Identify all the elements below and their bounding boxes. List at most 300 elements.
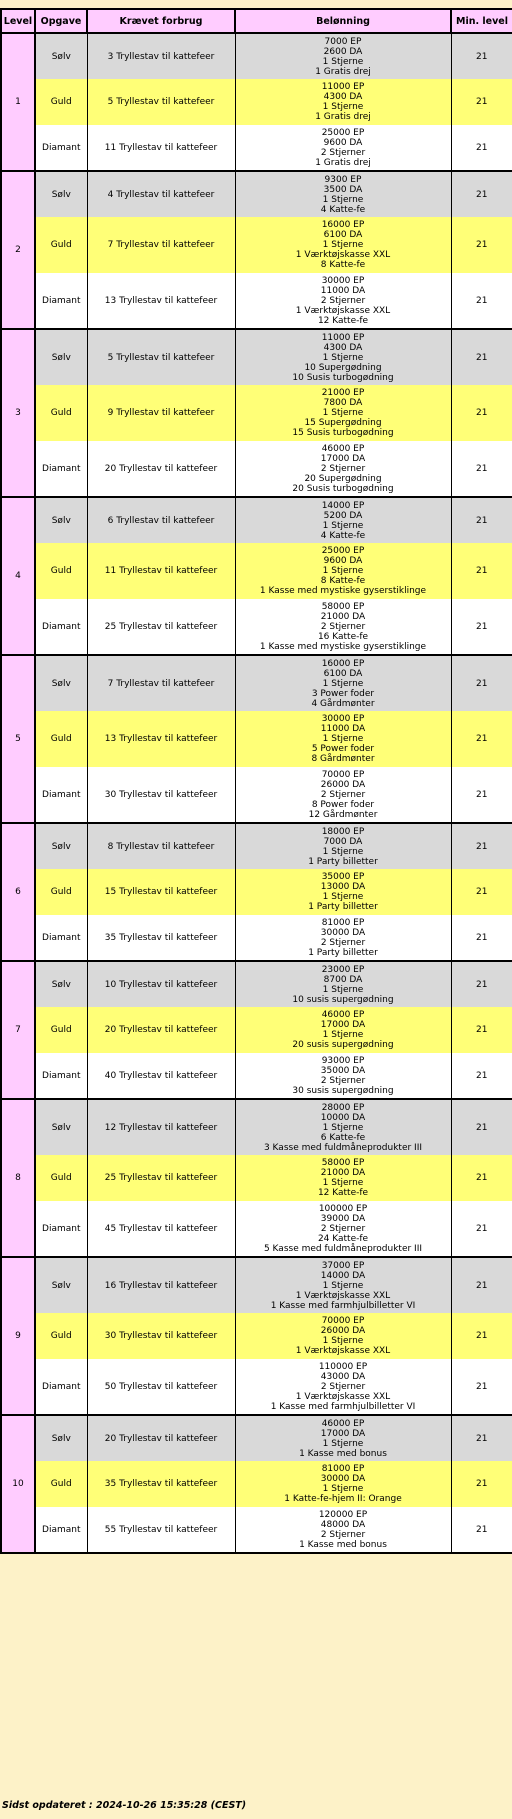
required-cell: 10 Tryllestav til kattefeer (87, 961, 235, 1007)
reward-cell (235, 961, 451, 1007)
table-row (1, 1415, 512, 1461)
task-cell: Diamant (35, 1201, 87, 1257)
reward-line: 30000 DA (320, 1474, 366, 1484)
min-level-cell: 21 (451, 711, 512, 767)
reward-line: 37000 EP (321, 1260, 365, 1271)
table-row (1, 711, 512, 767)
table-row (1, 543, 512, 599)
reward-line: 1 Stjerne (322, 984, 364, 995)
reward-line: 28000 EP (321, 1102, 365, 1113)
required-cell: 20 Tryllestav til kattefeer (87, 441, 235, 497)
reward-cell (235, 711, 451, 767)
reward-line: 4 Katte-fe (320, 204, 366, 215)
reward-line: 1 Party billetter (308, 902, 378, 912)
level-cell: 10 (1, 1415, 35, 1553)
reward-line: 10 susis supergødning (292, 994, 394, 1005)
reward-line: 1 Værktøjskasse XXL (295, 1391, 391, 1402)
reward-line: 1 Party billetter (308, 856, 378, 867)
reward-line: 21000 DA (320, 1168, 366, 1178)
task-cell: Sølv (35, 1415, 87, 1461)
min-level-cell: 21 (451, 125, 512, 171)
reward-line: 1 Party billetter (308, 947, 378, 958)
reward-line: 1 Kasse med farmhjulbilletter VI (270, 1401, 416, 1412)
required-cell: 40 Tryllestav til kattefeer (87, 1053, 235, 1099)
reward-line: 7000 EP (324, 36, 362, 47)
reward-line: 20 Susis turbogødning (292, 483, 394, 494)
required-cell: 25 Tryllestav til kattefeer (87, 599, 235, 655)
table-row (1, 1007, 512, 1053)
reward-line: 8700 DA (323, 974, 363, 985)
required-cell: 8 Tryllestav til kattefeer (87, 823, 235, 869)
reward-line: 1 Stjerne (322, 846, 364, 857)
reward-line: 2 Stjerner (320, 1381, 366, 1392)
min-level-cell: 21 (451, 1201, 512, 1257)
reward-line: 1 Stjerne (322, 1122, 364, 1133)
min-level-cell: 21 (451, 273, 512, 329)
min-level-cell: 21 (451, 441, 512, 497)
task-cell: Guld (35, 217, 87, 273)
reward-line: 1 Kasse med mystiske gyserstiklinge (259, 641, 427, 652)
reward-line: 21000 EP (321, 388, 365, 398)
reward-line: 1 Katte-fe-hjem II: Orange (284, 1494, 402, 1504)
reward-line: 1 Stjerne (322, 734, 364, 744)
min-level-cell: 21 (451, 497, 512, 543)
reward-cell (235, 915, 451, 961)
table-row (1, 869, 512, 915)
required-cell: 50 Tryllestav til kattefeer (87, 1359, 235, 1415)
table-row (1, 1201, 512, 1257)
header-level: Level (1, 9, 35, 33)
table-row (1, 441, 512, 497)
table-row (1, 273, 512, 329)
task-cell: Guld (35, 543, 87, 599)
reward-line: 15 Susis turbogødning (292, 428, 394, 438)
task-cell: Guld (35, 711, 87, 767)
min-level-cell: 21 (451, 79, 512, 125)
task-cell: Sølv (35, 1257, 87, 1313)
reward-line: 46000 EP (321, 443, 365, 454)
reward-line: 18000 EP (321, 826, 365, 837)
reward-cell (235, 655, 451, 711)
reward-cell (235, 171, 451, 217)
reward-line: 2 Stjerner (320, 1529, 366, 1540)
reward-line: 6 Katte-fe (320, 1132, 366, 1143)
reward-line: 5 Kasse med fuldmåneprodukter III (263, 1243, 423, 1254)
table-row (1, 1257, 512, 1313)
reward-line: 1 Gratis drej (315, 112, 371, 122)
reward-line: 1 Stjerne (322, 102, 364, 112)
reward-line: 1 Stjerne (322, 194, 364, 205)
reward-cell (235, 1415, 451, 1461)
header-task: Opgave (35, 9, 87, 33)
reward-line: 35000 EP (321, 872, 365, 882)
header-min-level: Min. level (451, 9, 512, 33)
task-cell: Sølv (35, 497, 87, 543)
level-cell: 1 (1, 33, 35, 171)
required-cell: 35 Tryllestav til kattefeer (87, 915, 235, 961)
level-cell: 7 (1, 961, 35, 1099)
reward-cell (235, 1099, 451, 1155)
reward-line: 23000 EP (321, 964, 365, 975)
required-cell: 20 Tryllestav til kattefeer (87, 1415, 235, 1461)
min-level-cell: 21 (451, 915, 512, 961)
reward-line: 1 Kasse med bonus (299, 1539, 387, 1550)
level-cell: 4 (1, 497, 35, 655)
reward-line: 46000 EP (321, 1010, 365, 1020)
level-cell: 9 (1, 1257, 35, 1415)
reward-line: 2600 DA (323, 46, 363, 57)
reward-line: 14000 DA (320, 1270, 366, 1281)
reward-cell (235, 823, 451, 869)
reward-line: 7000 DA (323, 836, 363, 847)
required-cell: 5 Tryllestav til kattefeer (87, 329, 235, 385)
required-cell: 9 Tryllestav til kattefeer (87, 385, 235, 441)
min-level-cell: 21 (451, 1415, 512, 1461)
task-cell: Sølv (35, 961, 87, 1007)
reward-cell (235, 125, 451, 171)
reward-line: 25000 EP (321, 546, 365, 556)
reward-cell (235, 1461, 451, 1507)
reward-line: 1 Kasse med farmhjulbilletter VI (270, 1300, 416, 1311)
min-level-cell: 21 (451, 1461, 512, 1507)
reward-line: 2 Stjerner (320, 937, 366, 948)
task-cell: Diamant (35, 273, 87, 329)
reward-line: 1 Stjerne (322, 408, 364, 418)
reward-line: 21000 DA (320, 611, 366, 622)
reward-line: 2 Stjerner (320, 621, 366, 632)
reward-line: 3 Power foder (311, 688, 375, 699)
reward-line: 26000 DA (320, 779, 366, 790)
task-cell: Guld (35, 1155, 87, 1201)
table-row (1, 497, 512, 543)
required-cell: 11 Tryllestav til kattefeer (87, 125, 235, 171)
reward-line: 70000 EP (321, 769, 365, 780)
reward-line: 12 Katte-fe (317, 1188, 369, 1198)
min-level-cell: 21 (451, 1257, 512, 1313)
reward-line: 24 Katte-fe (317, 1233, 369, 1244)
min-level-cell: 21 (451, 1313, 512, 1359)
reward-line: 1 Stjerne (322, 240, 364, 250)
reward-cell (235, 869, 451, 915)
table-row (1, 217, 512, 273)
required-cell: 12 Tryllestav til kattefeer (87, 1099, 235, 1155)
header-required: Krævet forbrug (87, 9, 235, 33)
reward-line: 20 susis supergødning (292, 1040, 394, 1050)
reward-cell (235, 217, 451, 273)
reward-line: 70000 EP (321, 1316, 365, 1326)
reward-line: 10 Susis turbogødning (292, 372, 394, 383)
reward-line: 20 Supergødning (304, 473, 382, 484)
table-row (1, 1155, 512, 1201)
reward-line: 1 Værktøjskasse XXL (295, 1290, 391, 1301)
required-cell: 20 Tryllestav til kattefeer (87, 1007, 235, 1053)
reward-line: 12 Gårdmønter (308, 809, 378, 820)
table-row (1, 599, 512, 655)
reward-line: 1 Værktøjskasse XXL (295, 1346, 391, 1356)
required-cell: 16 Tryllestav til kattefeer (87, 1257, 235, 1313)
task-cell: Sølv (35, 33, 87, 79)
reward-line: 4 Katte-fe (320, 530, 366, 541)
reward-line: 58000 EP (321, 601, 365, 612)
reward-line: 1 Stjerne (322, 566, 364, 576)
min-level-cell: 21 (451, 1099, 512, 1155)
min-level-cell: 21 (451, 823, 512, 869)
task-cell: Diamant (35, 1053, 87, 1099)
table-row (1, 1359, 512, 1415)
min-level-cell: 21 (451, 655, 512, 711)
reward-line: 93000 EP (321, 1055, 365, 1066)
reward-cell (235, 273, 451, 329)
reward-line: 16 Katte-fe (317, 631, 369, 642)
reward-line: 43000 DA (320, 1371, 366, 1382)
required-cell: 55 Tryllestav til kattefeer (87, 1507, 235, 1553)
reward-line: 12 Katte-fe (317, 315, 369, 326)
reward-cell (235, 441, 451, 497)
task-cell: Guld (35, 385, 87, 441)
min-level-cell: 21 (451, 217, 512, 273)
reward-line: 1 Kasse med mystiske gyserstiklinge (259, 586, 427, 596)
table-row (1, 33, 512, 79)
level-cell: 3 (1, 329, 35, 497)
table-row (1, 1099, 512, 1155)
required-cell: 30 Tryllestav til kattefeer (87, 1313, 235, 1359)
reward-line: 4300 DA (323, 92, 363, 102)
reward-line: 30000 DA (320, 927, 366, 938)
reward-line: 25000 EP (321, 127, 365, 138)
min-level-cell: 21 (451, 869, 512, 915)
min-level-cell: 21 (451, 1007, 512, 1053)
required-cell: 7 Tryllestav til kattefeer (87, 217, 235, 273)
reward-line: 11000 EP (321, 82, 365, 92)
task-cell: Diamant (35, 441, 87, 497)
reward-line: 2 Stjerner (320, 789, 366, 800)
reward-line: 1 Gratis drej (315, 157, 371, 168)
reward-line: 8 Gårdmønter (311, 754, 375, 764)
reward-line: 10 Supergødning (304, 362, 382, 373)
reward-line: 120000 EP (318, 1509, 368, 1520)
table-row (1, 1053, 512, 1099)
reward-line: 4300 DA (323, 342, 363, 353)
reward-line: 16000 EP (321, 658, 365, 669)
reward-line: 1 Stjerne (322, 520, 364, 531)
reward-cell (235, 1257, 451, 1313)
reward-line: 1 Kasse med bonus (299, 1448, 387, 1459)
task-cell: Sølv (35, 1099, 87, 1155)
reward-line: 1 Værktøjskasse XXL (295, 305, 391, 316)
task-cell: Diamant (35, 125, 87, 171)
reward-line: 1 Stjerne (322, 1178, 364, 1188)
reward-line: 1 Stjerne (322, 56, 364, 67)
table-row (1, 385, 512, 441)
reward-line: 9600 DA (323, 556, 363, 566)
reward-line: 10000 DA (320, 1112, 366, 1123)
reward-line: 26000 DA (320, 1326, 366, 1336)
table-row (1, 1313, 512, 1359)
level-cell: 5 (1, 655, 35, 823)
reward-line: 11000 DA (320, 285, 366, 296)
reward-line: 3500 DA (323, 184, 363, 195)
reward-line: 30 susis supergødning (292, 1085, 394, 1096)
task-cell: Sølv (35, 655, 87, 711)
reward-cell (235, 1053, 451, 1099)
required-cell: 7 Tryllestav til kattefeer (87, 655, 235, 711)
min-level-cell: 21 (451, 385, 512, 441)
reward-line: 81000 EP (321, 1464, 365, 1474)
reward-line: 7800 DA (323, 398, 363, 408)
reward-line: 1 Værktøjskasse XXL (295, 250, 391, 260)
table-row (1, 125, 512, 171)
reward-line: 8 Katte-fe (320, 260, 366, 270)
table-row (1, 915, 512, 961)
required-cell: 5 Tryllestav til kattefeer (87, 79, 235, 125)
reward-line: 17000 DA (320, 1428, 366, 1439)
reward-cell (235, 497, 451, 543)
reward-cell (235, 1155, 451, 1201)
reward-line: 11000 EP (321, 332, 365, 343)
table-row (1, 79, 512, 125)
reward-line: 39000 DA (320, 1213, 366, 1224)
task-cell: Sølv (35, 823, 87, 869)
reward-line: 1 Stjerne (322, 1280, 364, 1291)
required-cell: 3 Tryllestav til kattefeer (87, 33, 235, 79)
table-row (1, 1461, 512, 1507)
reward-line: 46000 EP (321, 1418, 365, 1429)
reward-cell (235, 385, 451, 441)
required-cell: 6 Tryllestav til kattefeer (87, 497, 235, 543)
task-cell: Guld (35, 1313, 87, 1359)
table-row (1, 329, 512, 385)
task-cell: Guld (35, 1461, 87, 1507)
reward-line: 30000 EP (321, 275, 365, 286)
required-cell: 35 Tryllestav til kattefeer (87, 1461, 235, 1507)
reward-cell (235, 1201, 451, 1257)
reward-line: 11000 DA (320, 724, 366, 734)
min-level-cell: 21 (451, 1359, 512, 1415)
reward-line: 58000 EP (321, 1158, 365, 1168)
min-level-cell: 21 (451, 171, 512, 217)
task-cell: Guld (35, 1007, 87, 1053)
required-cell: 15 Tryllestav til kattefeer (87, 869, 235, 915)
reward-cell (235, 33, 451, 79)
min-level-cell: 21 (451, 599, 512, 655)
level-cell: 2 (1, 171, 35, 329)
required-cell: 4 Tryllestav til kattefeer (87, 171, 235, 217)
header-reward: Belønning (235, 9, 451, 33)
table-row (1, 823, 512, 869)
reward-cell (235, 79, 451, 125)
reward-line: 1 Stjerne (322, 1030, 364, 1040)
reward-line: 8 Katte-fe (320, 576, 366, 586)
level-cell: 6 (1, 823, 35, 961)
reward-line: 1 Stjerne (322, 892, 364, 902)
level-cell: 8 (1, 1099, 35, 1257)
reward-line: 4 Gårdmønter (311, 698, 375, 709)
task-cell: Diamant (35, 599, 87, 655)
min-level-cell: 21 (451, 329, 512, 385)
reward-line: 30000 EP (321, 714, 365, 724)
reward-line: 16000 EP (321, 220, 365, 230)
min-level-cell: 21 (451, 543, 512, 599)
table-body (1, 33, 512, 1553)
table-header-row (1, 9, 512, 33)
min-level-cell: 21 (451, 767, 512, 823)
task-cell: Diamant (35, 767, 87, 823)
task-cell: Diamant (35, 915, 87, 961)
reward-line: 2 Stjerner (320, 1223, 366, 1234)
reward-line: 81000 EP (321, 917, 365, 928)
required-cell: 11 Tryllestav til kattefeer (87, 543, 235, 599)
reward-line: 9600 DA (323, 137, 363, 148)
reward-line: 6100 DA (323, 668, 363, 679)
table-row (1, 767, 512, 823)
reward-line: 1 Gratis drej (315, 66, 371, 77)
required-cell: 13 Tryllestav til kattefeer (87, 273, 235, 329)
required-cell: 30 Tryllestav til kattefeer (87, 767, 235, 823)
reward-line: 17000 DA (320, 1020, 366, 1030)
reward-line: 17000 DA (320, 453, 366, 464)
reward-line: 9300 EP (324, 174, 362, 185)
task-cell: Diamant (35, 1507, 87, 1553)
reward-cell (235, 1359, 451, 1415)
reward-line: 13000 DA (320, 882, 366, 892)
table-row (1, 1507, 512, 1553)
reward-cell (235, 1313, 451, 1359)
table-row (1, 171, 512, 217)
reward-cell (235, 1507, 451, 1553)
reward-cell (235, 543, 451, 599)
required-cell: 25 Tryllestav til kattefeer (87, 1155, 235, 1201)
task-cell: Guld (35, 79, 87, 125)
reward-cell (235, 599, 451, 655)
reward-cell (235, 1007, 451, 1053)
reward-line: 14000 EP (321, 500, 365, 511)
reward-cell (235, 767, 451, 823)
required-cell: 13 Tryllestav til kattefeer (87, 711, 235, 767)
table-row (1, 961, 512, 1007)
reward-line: 110000 EP (318, 1361, 368, 1372)
reward-line: 2 Stjerner (320, 295, 366, 306)
table-row (1, 655, 512, 711)
required-cell: 45 Tryllestav til kattefeer (87, 1201, 235, 1257)
reward-line: 35000 DA (320, 1065, 366, 1076)
reward-line: 100000 EP (318, 1203, 368, 1214)
reward-line: 3 Kasse med fuldmåneprodukter III (263, 1142, 423, 1153)
min-level-cell: 21 (451, 33, 512, 79)
reward-line: 8 Power foder (311, 799, 375, 810)
min-level-cell: 21 (451, 1155, 512, 1201)
reward-line: 1 Stjerne (322, 1336, 364, 1346)
reward-cell (235, 329, 451, 385)
reward-line: 1 Stjerne (322, 352, 364, 363)
reward-line: 5200 DA (323, 510, 363, 521)
reward-line: 1 Stjerne (322, 1484, 364, 1494)
reward-line: 1 Stjerne (322, 678, 364, 689)
min-level-cell: 21 (451, 1507, 512, 1553)
last-updated: Sidst opdateret : 2024-10-26 15:35:28 (CEST) (2, 1800, 247, 1811)
reward-line: 15 Supergødning (304, 418, 382, 428)
task-cell: Guld (35, 869, 87, 915)
min-level-cell: 21 (451, 1053, 512, 1099)
task-cell: Sølv (35, 329, 87, 385)
min-level-cell: 21 (451, 961, 512, 1007)
reward-line: 48000 DA (320, 1519, 366, 1530)
reward-line: 5 Power foder (311, 744, 375, 754)
task-cell: Sølv (35, 171, 87, 217)
reward-line: 1 Stjerne (322, 1438, 364, 1449)
reward-line: 2 Stjerner (320, 463, 366, 474)
reward-line: 2 Stjerner (320, 1075, 366, 1086)
reward-line: 6100 DA (323, 230, 363, 240)
